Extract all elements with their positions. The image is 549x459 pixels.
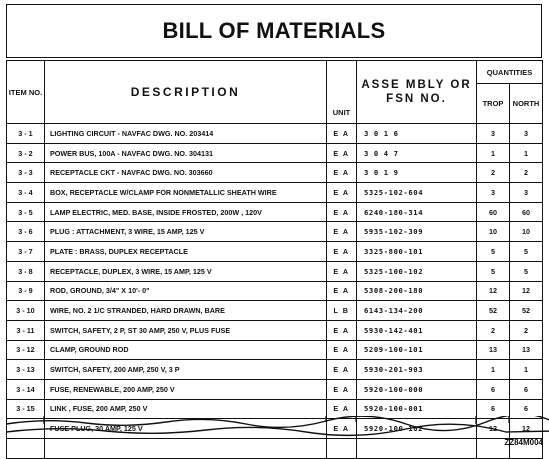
trop-qty-cell: 1 — [477, 143, 510, 163]
description-cell: SWITCH, SAFETY, 2 P, ST 30 AMP, 250 V, PLUS FUSE — [45, 320, 327, 340]
assembly-cell: 5920-100-102 — [357, 419, 477, 439]
blank-row — [7, 439, 543, 459]
assembly-cell: 3325-800-101 — [357, 242, 477, 262]
north-qty-cell: 2 — [510, 163, 543, 183]
assembly-cell: 6143-134-200 — [357, 301, 477, 321]
table-row — [7, 242, 543, 262]
trop-qty-cell: 13 — [477, 340, 510, 360]
blank-cell — [357, 439, 477, 459]
description-cell: FUSE, RENEWABLE, 200 AMP, 250 V — [45, 379, 327, 399]
north-qty-cell: 60 — [510, 202, 543, 222]
table-row — [7, 222, 543, 242]
unit-cell: E A — [327, 143, 357, 163]
north-qty-cell: 5 — [510, 261, 543, 281]
north-qty-cell: 6 — [510, 379, 543, 399]
item-cell: 3 - 10 — [7, 301, 45, 321]
north-qty-cell: 52 — [510, 301, 543, 321]
item-cell: 3 - 4 — [7, 183, 45, 203]
trop-qty-cell: 2 — [477, 163, 510, 183]
assembly-cell: 5935-102-309 — [357, 222, 477, 242]
description-cell: PLATE : BRASS, DUPLEX RECEPTACLE — [45, 242, 327, 262]
unit-cell: E A — [327, 124, 357, 144]
trop-qty-cell: 2 — [477, 320, 510, 340]
description-cell: CLAMP, GROUND ROD — [45, 340, 327, 360]
header-assembly: ASSE MBLY OR FSN NO. — [357, 61, 477, 124]
trop-qty-cell: 6 — [477, 379, 510, 399]
description-cell: ROD, GROUND, 3/4" X 10'- 0" — [45, 281, 327, 301]
item-cell: 3 - 7 — [7, 242, 45, 262]
assembly-cell: 5325-100-102 — [357, 261, 477, 281]
north-qty-cell: 13 — [510, 340, 543, 360]
header-item-no: ITEM NO. — [7, 61, 45, 124]
bom-table — [6, 60, 543, 459]
assembly-cell: 5930-142-401 — [357, 320, 477, 340]
header-description: DESCRIPTION — [45, 61, 327, 124]
unit-cell: E A — [327, 340, 357, 360]
table-row — [7, 163, 543, 183]
table-row — [7, 379, 543, 399]
unit-cell: E A — [327, 399, 357, 419]
north-qty-cell: 5 — [510, 242, 543, 262]
item-cell: 3 - 5 — [7, 202, 45, 222]
unit-cell: E A — [327, 261, 357, 281]
blank-cell — [327, 439, 357, 459]
unit-cell: E A — [327, 202, 357, 222]
table-row — [7, 183, 543, 203]
description-cell: RECEPTACLE, DUPLEX, 3 WIRE, 15 AMP, 125 V — [45, 261, 327, 281]
blank-cell — [7, 439, 45, 459]
description-cell: LINK , FUSE, 200 AMP, 250 V — [45, 399, 327, 419]
title-box — [6, 4, 542, 58]
trop-qty-cell: 10 — [477, 222, 510, 242]
unit-cell: E A — [327, 242, 357, 262]
north-qty-cell: 2 — [510, 320, 543, 340]
item-cell: 3 - 6 — [7, 222, 45, 242]
assembly-cell: 6240-180-314 — [357, 202, 477, 222]
description-cell: FUSE PLUG, 30 AMP, 125 V — [45, 419, 327, 439]
trop-qty-cell: 12 — [477, 419, 510, 439]
trop-qty-cell: 60 — [477, 202, 510, 222]
unit-cell: E A — [327, 281, 357, 301]
table-row — [7, 202, 543, 222]
assembly-cell: 5209-100-101 — [357, 340, 477, 360]
assembly-cell: 5920-100-001 — [357, 399, 477, 419]
table-row — [7, 143, 543, 163]
item-cell: 3 - 8 — [7, 261, 45, 281]
north-qty-cell: 12 — [510, 419, 543, 439]
item-cell: 3 - 1 — [7, 124, 45, 144]
unit-cell: E A — [327, 419, 357, 439]
assembly-cell: 5325-102-604 — [357, 183, 477, 203]
north-qty-cell: 3 — [510, 124, 543, 144]
item-cell: 3 - 2 — [7, 143, 45, 163]
assembly-cell: 5920-100-000 — [357, 379, 477, 399]
table-row — [7, 360, 543, 380]
trop-qty-cell: 5 — [477, 261, 510, 281]
trop-qty-cell: 1 — [477, 360, 510, 380]
table-row — [7, 281, 543, 301]
description-cell: WIRE, NO. 2 1/C STRANDED, HARD DRAWN, BARE — [45, 301, 327, 321]
unit-cell: E A — [327, 360, 357, 380]
bill-of-materials-sheet — [6, 4, 544, 434]
blank-cell — [45, 439, 327, 459]
assembly-cell: 3 0 4 7 — [357, 143, 477, 163]
table-row — [7, 301, 543, 321]
table-row — [7, 124, 543, 144]
item-cell: 3 - 3 — [7, 163, 45, 183]
unit-cell: L B — [327, 301, 357, 321]
unit-cell: E A — [327, 222, 357, 242]
trop-qty-cell: 12 — [477, 281, 510, 301]
unit-cell: E A — [327, 163, 357, 183]
header-trop: TROP — [477, 84, 510, 124]
description-cell: SWITCH, SAFETY, 200 AMP, 250 V, 3 P — [45, 360, 327, 380]
north-qty-cell: 12 — [510, 281, 543, 301]
description-cell: POWER BUS, 100A - NAVFAC DWG. NO. 304131 — [45, 143, 327, 163]
item-cell: 3 - 11 — [7, 320, 45, 340]
assembly-cell: 3 0 1 6 — [357, 124, 477, 144]
drawing-id: ZZ84M004 — [504, 438, 543, 447]
description-cell: RECEPTACLE CKT - NAVFAC DWG. NO. 303660 — [45, 163, 327, 183]
assembly-cell: 5308-200-180 — [357, 281, 477, 301]
trop-qty-cell: 3 — [477, 124, 510, 144]
header-north: NORTH — [510, 84, 543, 124]
description-cell: BOX, RECEPTACLE W/CLAMP FOR NONMETALLIC SHEATH WIRE — [45, 183, 327, 203]
description-cell: LIGHTING CIRCUIT - NAVFAC DWG. NO. 203414 — [45, 124, 327, 144]
trop-qty-cell: 3 — [477, 183, 510, 203]
torn-edge — [6, 416, 549, 440]
item-cell: 3 - 13 — [7, 360, 45, 380]
item-cell: 3 - 12 — [7, 340, 45, 360]
north-qty-cell: 6 — [510, 399, 543, 419]
assembly-cell: 3 0 1 9 — [357, 163, 477, 183]
table-row — [7, 261, 543, 281]
north-qty-cell: 10 — [510, 222, 543, 242]
item-cell: 3 - 15 — [7, 399, 45, 419]
trop-qty-cell: 52 — [477, 301, 510, 321]
page-title: BILL OF MATERIALS — [162, 18, 386, 43]
unit-cell: E A — [327, 379, 357, 399]
header-unit: UNIT — [327, 61, 357, 124]
north-qty-cell: 1 — [510, 360, 543, 380]
unit-cell: E A — [327, 320, 357, 340]
trop-qty-cell: 5 — [477, 242, 510, 262]
bom-body — [7, 124, 543, 459]
assembly-cell: 5930-201-903 — [357, 360, 477, 380]
trop-qty-cell: 6 — [477, 399, 510, 419]
item-cell: 3 - 14 — [7, 379, 45, 399]
item-cell: 3 - 9 — [7, 281, 45, 301]
north-qty-cell: 3 — [510, 183, 543, 203]
description-cell: LAMP ELECTRIC, MED. BASE, INSIDE FROSTED, 200W , 120V — [45, 202, 327, 222]
unit-cell: E A — [327, 183, 357, 203]
table-row — [7, 320, 543, 340]
description-cell: PLUG : ATTACHMENT, 3 WIRE, 15 AMP, 125 V — [45, 222, 327, 242]
table-row — [7, 340, 543, 360]
header-row — [7, 61, 543, 84]
header-quantities: QUANTITIES — [477, 61, 543, 84]
north-qty-cell: 1 — [510, 143, 543, 163]
